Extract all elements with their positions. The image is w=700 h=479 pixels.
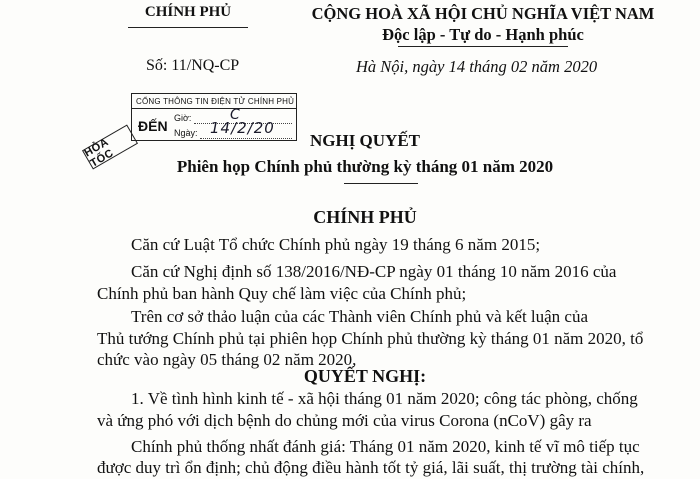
issuer-heading: CHÍNH PHỦ xyxy=(313,207,417,227)
resolve-heading: QUYẾT NGHỊ: xyxy=(303,366,427,386)
place-date: Hà Nội, ngày 14 tháng 02 năm 2020 xyxy=(356,57,598,76)
document-subject: Phiên họp Chính phủ thường kỳ tháng 01 năm 2020 xyxy=(176,157,554,176)
subject-underline xyxy=(344,183,418,184)
urgent-stamp: HỎA TỐC xyxy=(82,124,138,169)
legal-basis-1: Căn cứ Luật Tổ chức Chính phủ ngày 19 tháng 6 năm 2015; xyxy=(131,235,541,254)
stamp-hour-label: Giờ: xyxy=(174,113,192,123)
national-motto: Độc lập - Tự do - Hạnh phúc xyxy=(382,25,584,44)
stamp-date-label: Ngày: xyxy=(174,128,198,138)
item-1-line-2: và ứng phó với dịch bệnh do chủng mới của virus Corona (nCoV) gây ra xyxy=(97,411,592,430)
stamp-date-value: 14/2/20 xyxy=(210,119,275,137)
legal-basis-2-line-2: Chính phủ ban hành Quy chế làm việc của Chính phủ; xyxy=(97,284,467,303)
motto-underline xyxy=(398,46,568,47)
legal-basis-3-line-1: Trên cơ sở thảo luận của các Thành viên Chính phủ và kết luận của xyxy=(131,307,589,326)
item-1-line-1: 1. Về tình hình kinh tế - xã hội tháng 01 năm 2020; công tác phòng, chống xyxy=(131,389,638,408)
legal-basis-3-line-2: Thủ tướng Chính phủ tại phiên họp Chính phủ thường kỳ tháng 01 năm 2020, tổ xyxy=(97,329,644,348)
document-number: Số: 11/NQ-CP xyxy=(146,57,240,74)
evaluation-line-1: Chính phủ thống nhất đánh giá: Tháng 01 năm 2020, kinh tế vĩ mô tiếp tục xyxy=(131,437,640,456)
nation-title: CỘNG HOÀ XÃ HỘI CHỦ NGHĨA VIỆT NAM xyxy=(311,4,655,23)
evaluation-line-2: được duy trì ổn định; chủ động điều hành tốt tỷ giá, lãi suất, thị trường tài chính, xyxy=(97,458,645,477)
stamp-received-label: ĐẾN xyxy=(138,118,168,134)
stamp-hour-value: C xyxy=(230,107,240,123)
stamp-divider xyxy=(132,108,296,109)
stamp-title: CỔNG THÔNG TIN ĐIỆN TỬ CHÍNH PHỦ xyxy=(136,97,295,106)
legal-basis-2-line-1: Căn cứ Nghị định số 138/2016/NĐ-CP ngày 01 tháng 10 năm 2016 của xyxy=(131,262,617,281)
legal-basis-3-line-3: chức vào ngày 05 tháng 02 năm 2020, xyxy=(97,350,357,369)
agency-underline xyxy=(128,27,248,28)
document-type: NGHỊ QUYẾT xyxy=(309,131,421,150)
agency-name: CHÍNH PHỦ xyxy=(144,4,232,20)
